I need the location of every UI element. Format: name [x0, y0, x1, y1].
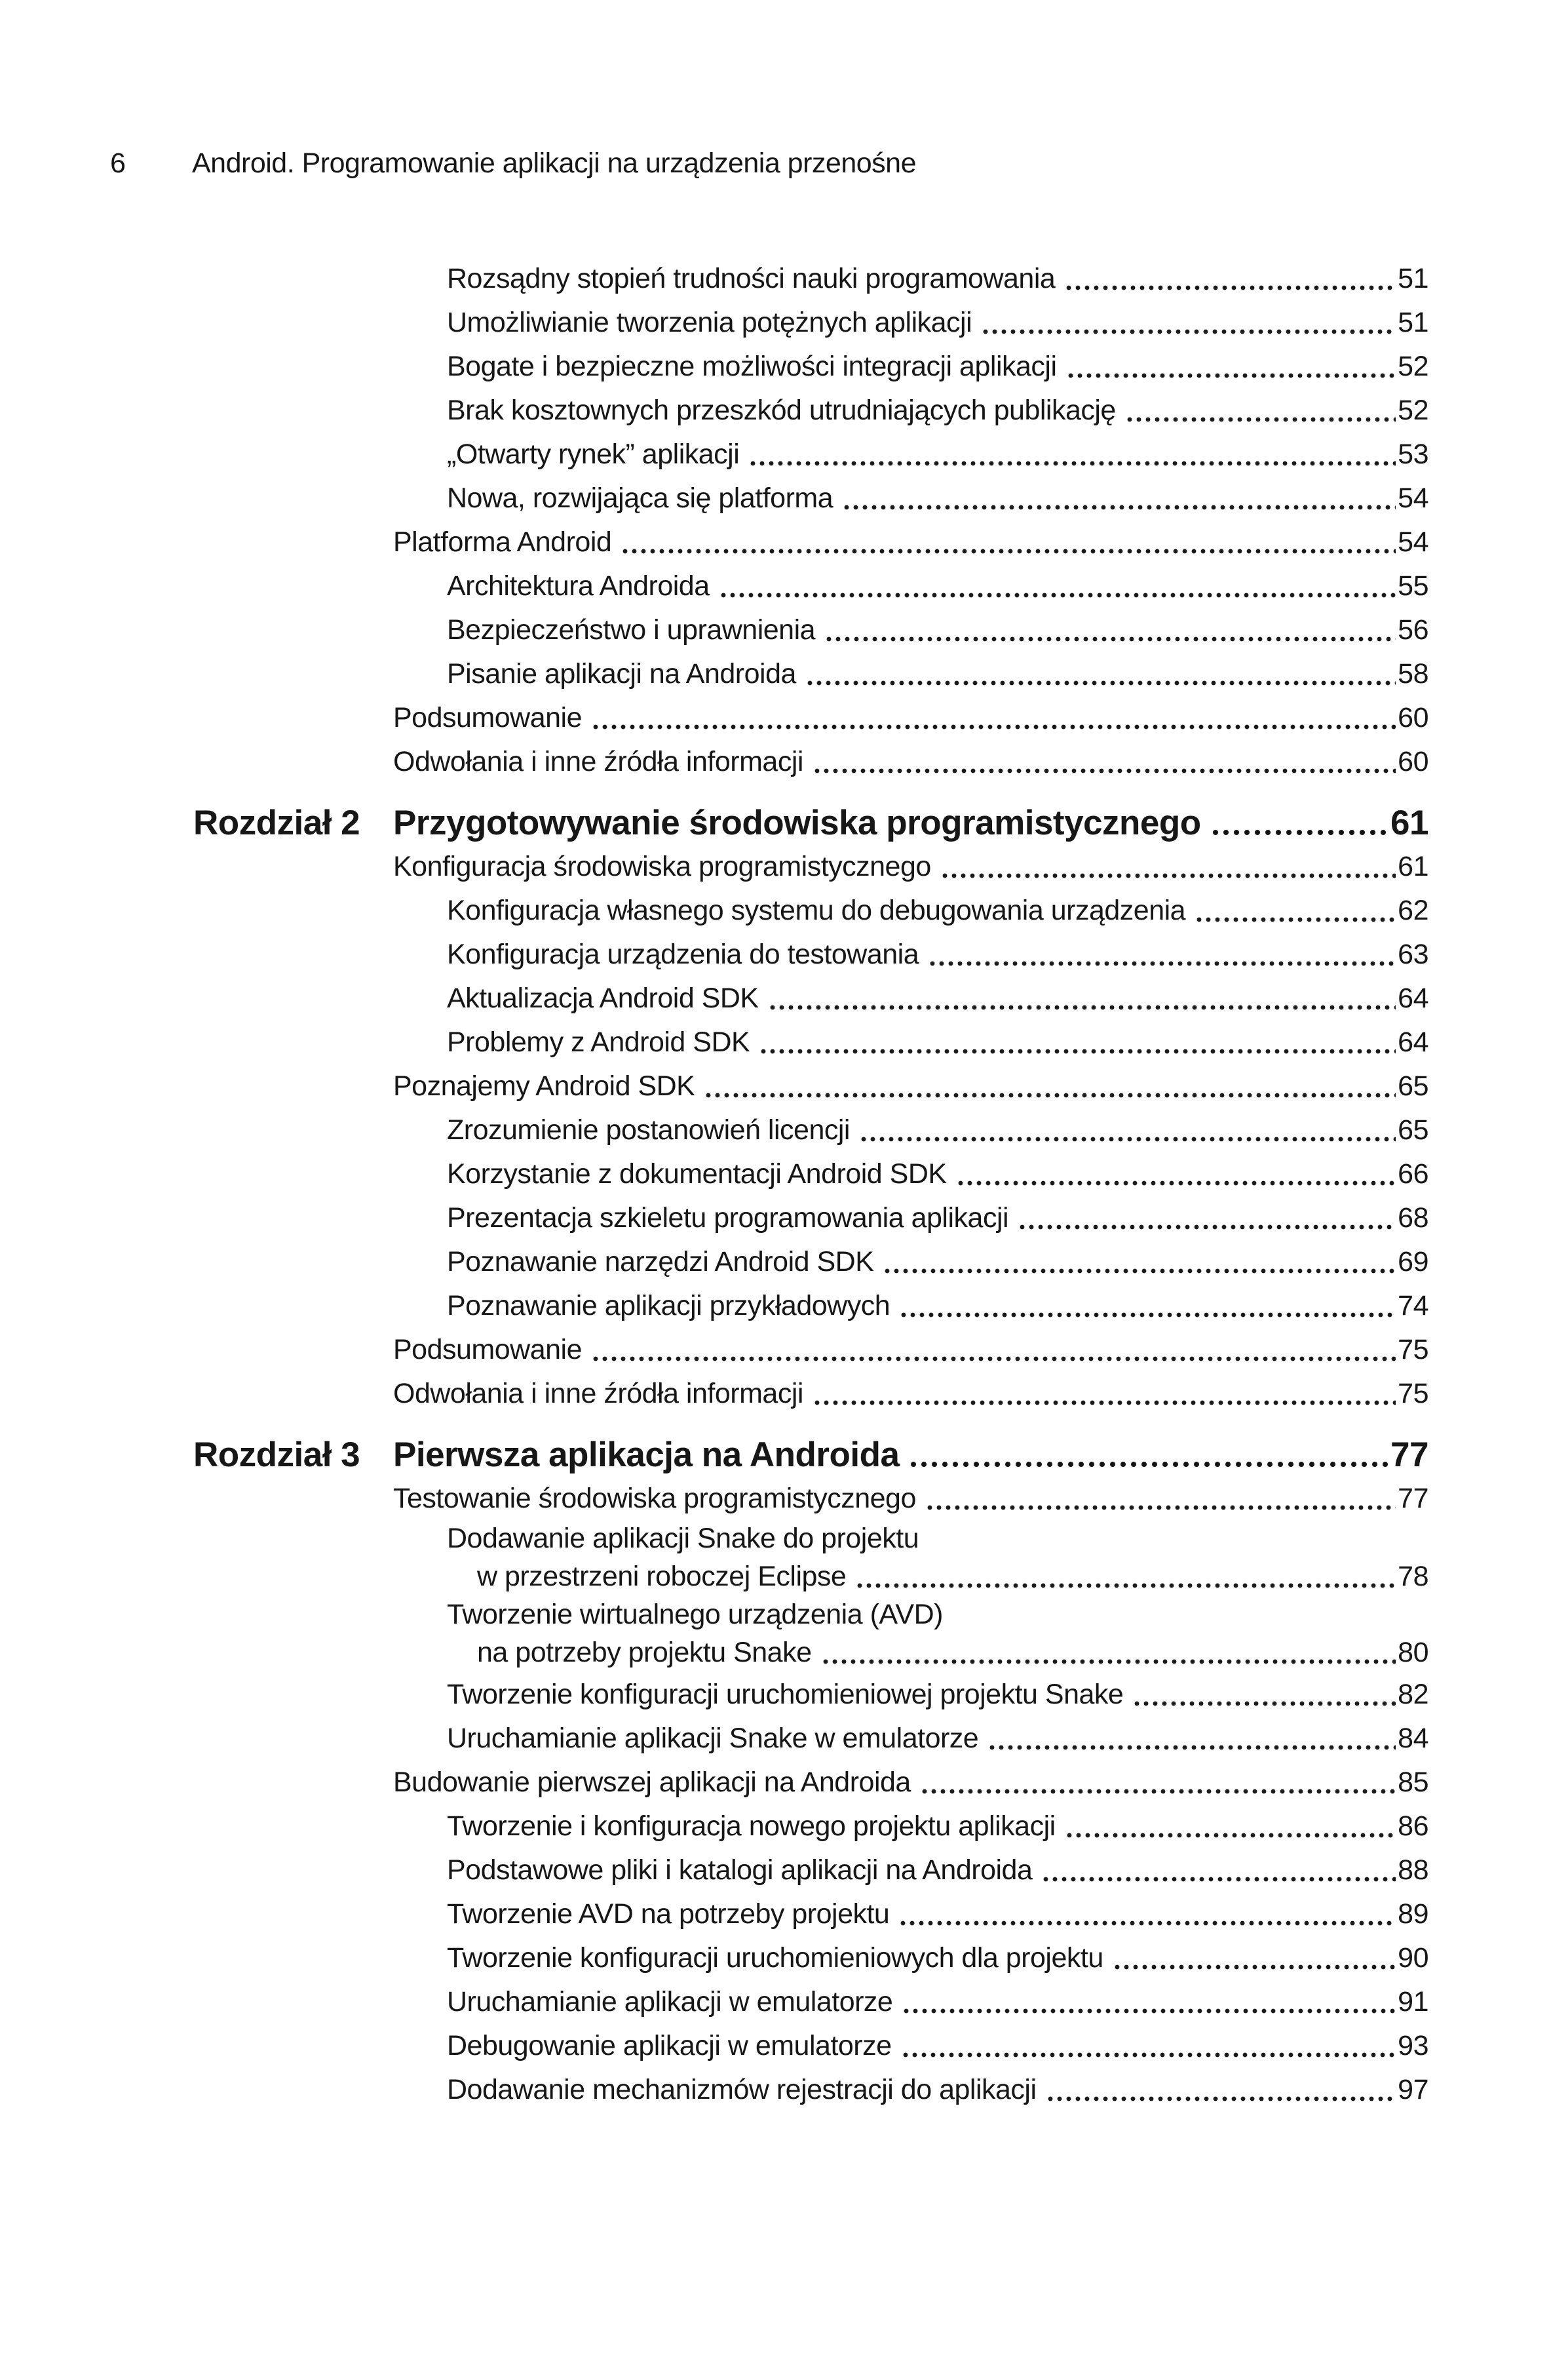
toc-entry-label: Konfiguracja urządzenia do testowania	[447, 939, 919, 970]
toc-entry-label: Konfiguracja środowiska programistycznego	[393, 851, 931, 882]
toc-entry-page: 55	[1398, 570, 1428, 602]
toc-entry-page: 84	[1398, 1723, 1428, 1754]
dot-leader	[1195, 889, 1396, 933]
toc-entry-label: Podstawowe pliki i katalogi aplikacji na Androida	[447, 1854, 1033, 1886]
toc-entry-label: Debugowanie aplikacji w emulatorze	[447, 2030, 892, 2061]
dot-leader	[591, 1328, 1396, 1372]
toc-entry-page: 82	[1398, 1679, 1428, 1710]
toc-entry-page: 65	[1398, 1070, 1428, 1102]
dot-leader	[824, 608, 1396, 652]
toc-entry-row	[393, 1597, 1428, 1673]
toc-entry-label: Umożliwianie tworzenia potężnych aplikacji	[447, 307, 972, 338]
toc-entry-row	[393, 1477, 1428, 1521]
dot-leader	[805, 652, 1396, 696]
toc-chapter-label: Rozdział 2	[193, 804, 360, 842]
toc-entry-row	[393, 977, 1428, 1021]
toc-entry-row	[393, 1240, 1428, 1284]
toc-entry-row	[393, 845, 1428, 889]
dot-leader	[899, 1284, 1396, 1328]
toc-entry-label-line2: w przestrzeni roboczej Eclipse	[477, 1561, 847, 1592]
toc-entry-label: Korzystanie z dokumentacji Android SDK	[447, 1158, 947, 1190]
toc-entry-page: 61	[1390, 804, 1428, 842]
toc-chapter-label: Rozdział 3	[193, 1435, 360, 1474]
toc-entry-page: 86	[1398, 1810, 1428, 1842]
toc-entry-row	[393, 1673, 1428, 1717]
toc-entry-label: Nowa, rozwijająca się platforma	[447, 482, 833, 514]
dot-leader	[855, 1557, 1396, 1597]
toc-entry-row	[393, 1936, 1428, 1980]
dot-leader	[940, 845, 1396, 889]
running-header	[0, 147, 1551, 180]
toc-entry-row	[393, 301, 1428, 345]
dot-leader	[768, 977, 1396, 1021]
toc-entry-row	[393, 1980, 1428, 2024]
toc-entry-row	[393, 696, 1428, 740]
toc-entry-page: 77	[1398, 1483, 1428, 1514]
toc-entry-row	[393, 1284, 1428, 1328]
toc-entry-page: 62	[1398, 895, 1428, 926]
toc-entry-page: 78	[1398, 1561, 1428, 1592]
toc-entry-label: Dodawanie mechanizmów rejestracji do aplikacji	[447, 2074, 1037, 2105]
toc-entry-row	[393, 389, 1428, 433]
toc-entry-label: Brak kosztownych przeszkód utrudniających publikację	[447, 395, 1116, 426]
dot-leader	[842, 477, 1396, 520]
dot-leader	[908, 1433, 1388, 1477]
toc-entry-label-line2: na potrzeby projektu Snake	[477, 1637, 812, 1668]
dot-leader	[591, 696, 1396, 740]
toc-entry-row	[393, 652, 1428, 696]
toc-chapter-row	[193, 801, 1428, 845]
toc-entry-row	[393, 564, 1428, 608]
toc-entry-row	[393, 2024, 1428, 2068]
toc-entry-row	[393, 1152, 1428, 1196]
toc-entry-label: Poznajemy Android SDK	[393, 1070, 695, 1102]
dot-leader	[1066, 345, 1396, 389]
toc-entry-label: Tworzenie konfiguracji uruchomieniowych dla projektu	[447, 1942, 1103, 1974]
toc-entry-row	[393, 740, 1428, 784]
toc-entry-row	[393, 1848, 1428, 1892]
toc-entry-page: 69	[1398, 1246, 1428, 1278]
dot-leader	[1018, 1196, 1396, 1240]
toc-entry-row	[393, 1717, 1428, 1761]
toc-entry-label: Zrozumienie postanowień licencji	[447, 1114, 850, 1146]
toc-entry-label: Aktualizacja Android SDK	[447, 983, 759, 1014]
toc-entry-page: 51	[1398, 263, 1428, 294]
toc-entry-page: 75	[1398, 1334, 1428, 1365]
toc-entry-row	[393, 520, 1428, 564]
toc-entry-row	[393, 1761, 1428, 1805]
dot-leader	[1125, 389, 1396, 433]
toc-entry-page: 52	[1398, 351, 1428, 382]
toc-entry-page: 88	[1398, 1854, 1428, 1886]
toc-entry-label: Architektura Androida	[447, 570, 710, 602]
toc-entry-page: 64	[1398, 1026, 1428, 1058]
dot-leader	[719, 564, 1396, 608]
toc-entry-page: 52	[1398, 395, 1428, 426]
dot-leader	[902, 1980, 1396, 2024]
toc-entry-row	[393, 608, 1428, 652]
toc-entry-label: Tworzenie AVD na potrzeby projektu	[447, 1898, 890, 1930]
toc-chapter-title: Przygotowywanie środowiska programistycznego	[393, 804, 1201, 842]
toc-entry-row	[393, 1196, 1428, 1240]
dot-leader	[920, 1761, 1396, 1805]
toc-entry-row	[393, 1021, 1428, 1064]
dot-leader	[981, 301, 1396, 345]
toc-entry-page: 68	[1398, 1202, 1428, 1234]
toc-entry-label: Bezpieczeństwo i uprawnienia	[447, 614, 816, 646]
dot-leader	[1210, 801, 1388, 845]
dot-leader	[901, 2024, 1396, 2068]
toc-entry-page: 74	[1398, 1290, 1428, 1321]
dot-leader	[1046, 2068, 1396, 2112]
toc-entry-page: 66	[1398, 1158, 1428, 1190]
toc-entry-page: 58	[1398, 658, 1428, 690]
dot-leader	[928, 933, 1396, 977]
toc-entry-label: Problemy z Android SDK	[447, 1026, 750, 1058]
toc-entry-row	[393, 1108, 1428, 1152]
dot-leader	[759, 1021, 1396, 1064]
dot-leader	[1132, 1673, 1396, 1717]
toc-entry-page: 90	[1398, 1942, 1428, 1974]
toc-entry-label: Platforma Android	[393, 526, 612, 558]
toc-entry-label: Rozsądny stopień trudności nauki programowania	[447, 263, 1056, 294]
toc-entry-row	[393, 345, 1428, 389]
toc-entry-label: Tworzenie wirtualnego urządzenia (AVD)	[447, 1599, 943, 1630]
dot-leader	[1065, 1805, 1396, 1848]
toc-entry-page: 51	[1398, 307, 1428, 338]
toc-entry-page: 60	[1398, 746, 1428, 777]
toc-entry-page: 91	[1398, 1986, 1428, 2018]
toc-entry-page: 93	[1398, 2030, 1428, 2061]
toc-entry-page: 54	[1398, 482, 1428, 514]
toc-entry-label: Pisanie aplikacji na Androida	[447, 658, 796, 690]
toc-entry-page: 89	[1398, 1898, 1428, 1930]
toc-entry-page: 61	[1398, 851, 1428, 882]
toc-entry-page: 60	[1398, 702, 1428, 733]
dot-leader	[883, 1240, 1396, 1284]
dot-leader	[813, 1372, 1396, 1416]
toc-entry-page: 54	[1398, 526, 1428, 558]
dot-leader	[859, 1108, 1396, 1152]
toc-entry-row	[393, 477, 1428, 520]
toc-entry-page: 77	[1390, 1435, 1428, 1474]
page-number: 6	[110, 147, 126, 179]
dot-leader	[925, 1477, 1396, 1521]
dot-leader	[956, 1152, 1396, 1196]
toc-entry-label: Uruchamianie aplikacji w emulatorze	[447, 1986, 893, 2018]
toc-entry-page: 80	[1398, 1637, 1428, 1668]
toc-entry-label: Podsumowanie	[393, 1334, 583, 1365]
toc-entry-page: 53	[1398, 439, 1428, 470]
toc-entry-page: 65	[1398, 1114, 1428, 1146]
toc-entry-row	[393, 2068, 1428, 2112]
dot-leader	[898, 1892, 1396, 1936]
toc-entry-label: Testowanie środowiska programistycznego	[393, 1483, 916, 1514]
toc-entry-row	[393, 433, 1428, 477]
dot-leader	[813, 740, 1396, 784]
dot-leader	[1041, 1848, 1396, 1892]
toc-entry-page: 97	[1398, 2074, 1428, 2105]
dot-leader	[1064, 257, 1396, 301]
toc-entry-row	[393, 1521, 1428, 1597]
toc-entry-row	[393, 933, 1428, 977]
table-of-contents	[193, 257, 1428, 2112]
toc-entry-label: Odwołania i inne źródła informacji	[393, 1378, 803, 1409]
toc-entry-label: Odwołania i inne źródła informacji	[393, 746, 803, 777]
toc-entry-label: Dodawanie aplikacji Snake do projektu	[447, 1523, 919, 1554]
dot-leader	[704, 1064, 1396, 1108]
toc-entry-label: Bogate i bezpieczne możliwości integracji aplikacji	[447, 351, 1057, 382]
toc-entry-row	[393, 1805, 1428, 1848]
dot-leader	[748, 433, 1396, 477]
toc-entry-row	[393, 257, 1428, 301]
toc-entry-label: Poznawanie aplikacji przykładowych	[447, 1290, 890, 1321]
toc-entry-page: 56	[1398, 614, 1428, 646]
toc-entry-row	[393, 1328, 1428, 1372]
toc-entry-row	[393, 1064, 1428, 1108]
toc-entry-row	[393, 1892, 1428, 1936]
toc-entry-row	[393, 889, 1428, 933]
dot-leader	[821, 1633, 1396, 1673]
toc-entry-label: Budowanie pierwszej aplikacji na Androida	[393, 1766, 911, 1798]
toc-entry-row	[393, 1372, 1428, 1416]
toc-entry-page: 63	[1398, 939, 1428, 970]
toc-entry-label: Tworzenie konfiguracji uruchomieniowej projektu Snake	[447, 1679, 1124, 1710]
dot-leader	[987, 1717, 1396, 1761]
toc-entry-label: „Otwarty rynek” aplikacji	[447, 439, 740, 470]
toc-entry-page: 75	[1398, 1378, 1428, 1409]
dot-leader	[1113, 1936, 1396, 1980]
toc-chapter-row	[193, 1433, 1428, 1477]
toc-entry-label: Poznawanie narzędzi Android SDK	[447, 1246, 874, 1278]
toc-entry-label: Prezentacja szkieletu programowania aplikacji	[447, 1202, 1009, 1234]
toc-entry-label: Podsumowanie	[393, 702, 583, 733]
toc-entry-label: Tworzenie i konfiguracja nowego projektu aplikacji	[447, 1810, 1056, 1842]
toc-entry-label: Konfiguracja własnego systemu do debugowania urządzenia	[447, 895, 1186, 926]
running-header-title: Android. Programowanie aplikacji na urządzenia przenośne	[192, 147, 916, 179]
dot-leader	[621, 520, 1396, 564]
toc-entry-page: 64	[1398, 983, 1428, 1014]
toc-chapter-title: Pierwsza aplikacja na Androida	[393, 1435, 900, 1474]
toc-entry-label: Uruchamianie aplikacji Snake w emulatorze	[447, 1723, 979, 1754]
toc-entry-page: 85	[1398, 1766, 1428, 1798]
